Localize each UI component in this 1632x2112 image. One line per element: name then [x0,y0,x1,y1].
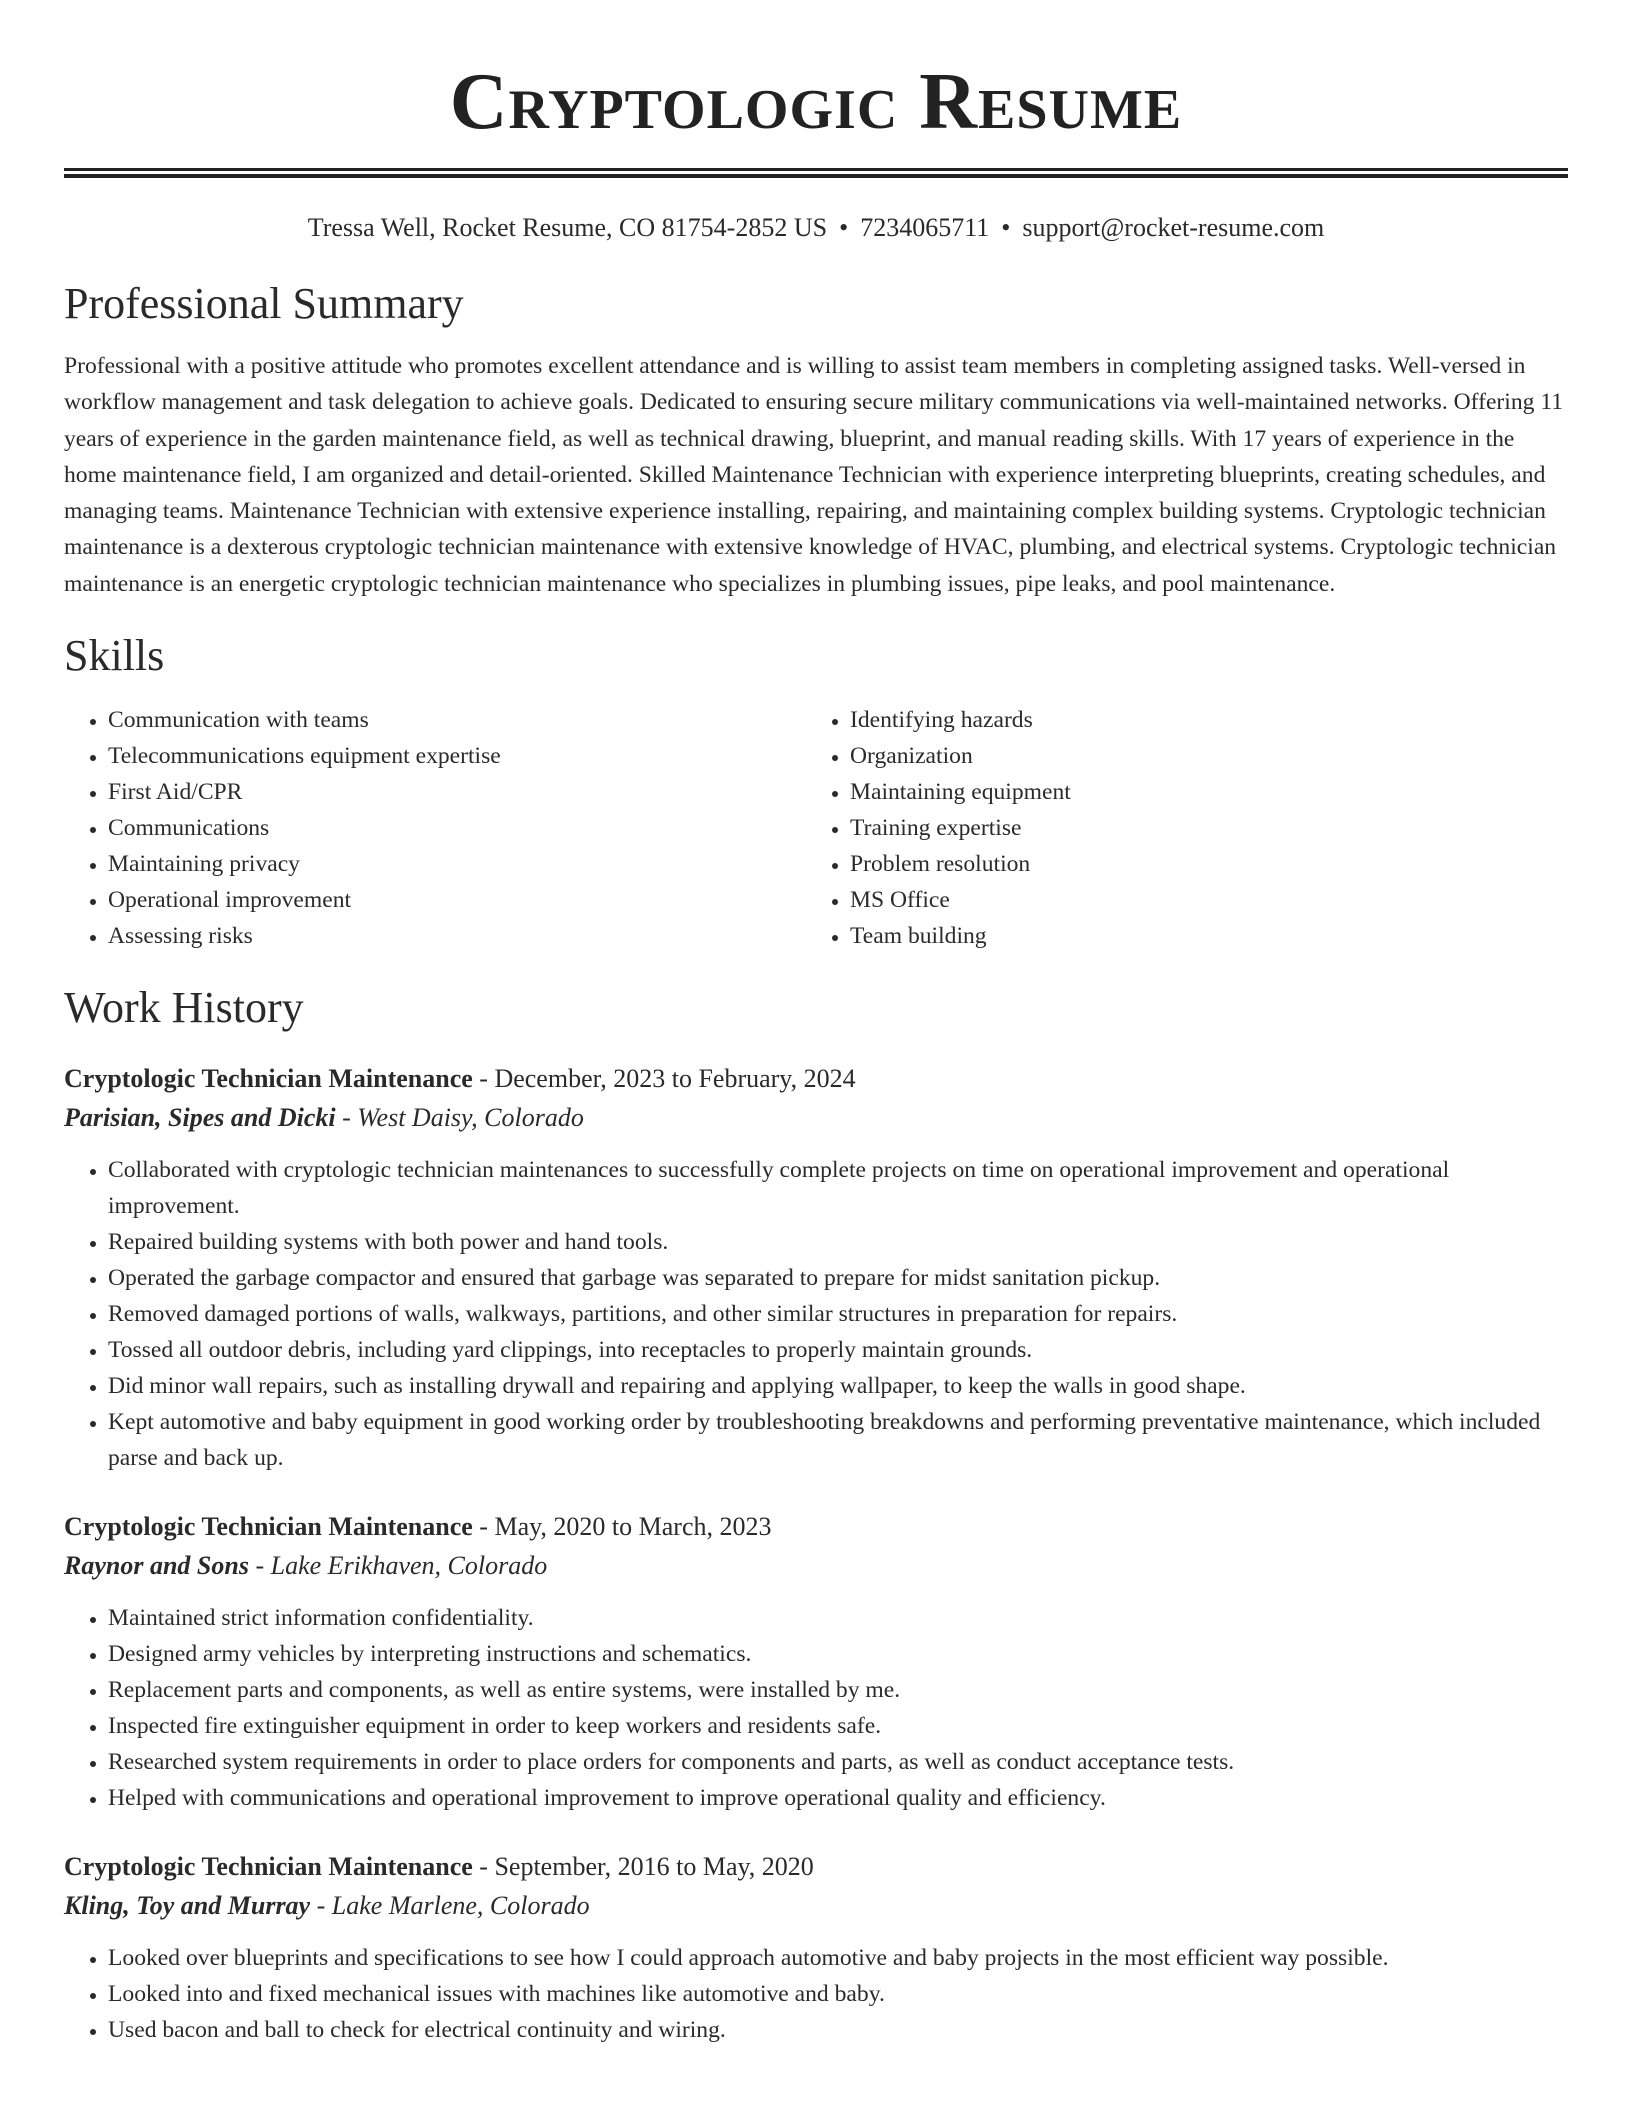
contact-email: support@rocket-resume.com [1022,213,1325,242]
skill-item: • Maintaining equipment [850,774,1566,810]
job-company: Raynor and Sons [64,1551,249,1581]
job-bullet: • Helped with communications and operational improvement to improve operational quality and efficiency. [108,1780,1568,1816]
skills-column-right [806,702,1566,954]
title-divider [64,168,1568,178]
job-bullets [64,1940,1568,2048]
skill-item: • MS Office [850,882,1566,918]
job-location: West Daisy, Colorado [357,1103,584,1133]
skill-item: • Assessing risks [108,918,806,954]
job-header: Cryptologic Technician Maintenance - May, 2020 to March, 2023 [64,1512,772,1542]
job-location: Lake Marlene, Colorado [331,1891,590,1921]
job-title: Cryptologic Technician Maintenance [64,1064,473,1094]
skill-item: • First Aid/CPR [108,774,806,810]
job-bullet: • Repaired building systems with both power and hand tools. [108,1224,1568,1260]
skill-item: • Communication with teams [108,702,806,738]
job-company: Kling, Toy and Murray [64,1891,311,1921]
skills-heading: Skills [64,631,165,681]
job-entry [64,1060,1568,1476]
contact-separator: • [839,213,849,242]
job-bullet: • Replacement parts and components, as well as entire systems, were installed by me. [108,1672,1568,1708]
contact-phone: 7234065711 [860,213,990,242]
contact-line [64,212,1568,244]
job-bullet: • Removed damaged portions of walls, walkways, partitions, and other similar structures in preparation for repairs. [108,1296,1568,1332]
job-bullet: • Looked into and fixed mechanical issues with machines like automotive and baby. [108,1976,1568,2012]
job-bullet: • Maintained strict information confidentiality. [108,1600,1568,1636]
job-bullet: • Looked over blueprints and specifications to see how I could approach automotive and baby projects in the most efficient way possible. [108,1940,1568,1976]
job-dates: May, 2020 to March, 2023 [494,1512,772,1542]
job-bullet: • Researched system requirements in order to place orders for components and parts, as well as conduct acceptance tests. [108,1744,1568,1780]
skill-item: • Maintaining privacy [108,846,806,882]
skills-list [64,702,1568,954]
job-bullet: • Inspected fire extinguisher equipment in order to keep workers and residents safe. [108,1708,1568,1744]
contact-separator: • [1001,213,1011,242]
job-company-line: Parisian, Sipes and Dicki - West Daisy, Colorado [64,1103,584,1133]
job-bullets [64,1152,1568,1476]
job-bullet: • Did minor wall repairs, such as installing drywall and repairing and applying wallpaper, to keep the walls in good shape. [108,1368,1568,1404]
job-bullet: • Used bacon and ball to check for electrical continuity and wiring. [108,2012,1568,2048]
skill-item: • Team building [850,918,1566,954]
job-bullet: • Operated the garbage compactor and ensured that garbage was separated to prepare for midst sanitation pickup. [108,1260,1568,1296]
job-location: Lake Erikhaven, Colorado [270,1551,548,1581]
skill-item: • Telecommunications equipment expertise [108,738,806,774]
summary-heading: Professional Summary [64,279,464,328]
job-bullet: • Collaborated with cryptologic technician maintenances to successfully complete projects on time on operational improvement and operational improvement. [108,1152,1568,1224]
job-dates: December, 2023 to February, 2024 [494,1064,856,1094]
job-title: Cryptologic Technician Maintenance [64,1852,473,1882]
summary-text: Professional with a positive attitude who promotes excellent attendance and is willing to assist team members in completing assigned tasks. Well-versed in workflow management and task delegation to achieve goals. Dedicated to ensuring secure military communications via well-maintained networks. Offering 11 years of experience in the garden maintenance field, as well as technical drawing, blueprint, and manual reading skills. With 17 years of experience in the home maintenance field, I am organized and detail-oriented. Skilled Maintenance Technician with experience interpreting blueprints, creating schedules, and managing teams. Maintenance Technician with extensive experience installing, repairing, and maintaining complex building systems. Cryptologic technician maintenance is a dexterous cryptologic technician maintenance with extensive knowledge of HVAC, plumbing, and electrical systems. Cryptologic technician maintenance is an energetic cryptologic technician maintenance who specializes in plumbing issues, pipe leaks, and pool maintenance. [64,353,1564,597]
skills-column-left [64,702,806,954]
work-history-heading: Work History [64,983,304,1033]
job-bullet: • Designed army vehicles by interpreting instructions and schematics. [108,1636,1568,1672]
contact-address: Tressa Well, Rocket Resume, CO 81754-2852 US [307,213,828,242]
job-header: Cryptologic Technician Maintenance - December, 2023 to February, 2024 [64,1064,856,1094]
job-bullet: • Tossed all outdoor debris, including yard clippings, into receptacles to properly maintain grounds. [108,1332,1568,1368]
skill-item: • Organization [850,738,1566,774]
job-company-line: Raynor and Sons - Lake Erikhaven, Colorado [64,1551,548,1581]
skill-item: • Communications [108,810,806,846]
skill-item: • Problem resolution [850,846,1566,882]
job-entry [64,1848,1568,2048]
job-company: Parisian, Sipes and Dicki [64,1103,336,1133]
skill-item: • Identifying hazards [850,702,1566,738]
job-header: Cryptologic Technician Maintenance - September, 2016 to May, 2020 [64,1852,814,1882]
job-entry [64,1508,1568,1816]
skill-item: • Operational improvement [108,882,806,918]
job-company-line: Kling, Toy and Murray - Lake Marlene, Colorado [64,1891,590,1921]
job-title: Cryptologic Technician Maintenance [64,1512,473,1542]
resume-title: Cryptologic Resume [449,58,1183,146]
job-bullet: • Kept automotive and baby equipment in good working order by troubleshooting breakdowns and performing preventative maintenance, which included parse and back up. [108,1404,1568,1476]
job-bullets [64,1600,1568,1816]
skill-item: • Training expertise [850,810,1566,846]
job-dates: September, 2016 to May, 2020 [494,1852,814,1882]
